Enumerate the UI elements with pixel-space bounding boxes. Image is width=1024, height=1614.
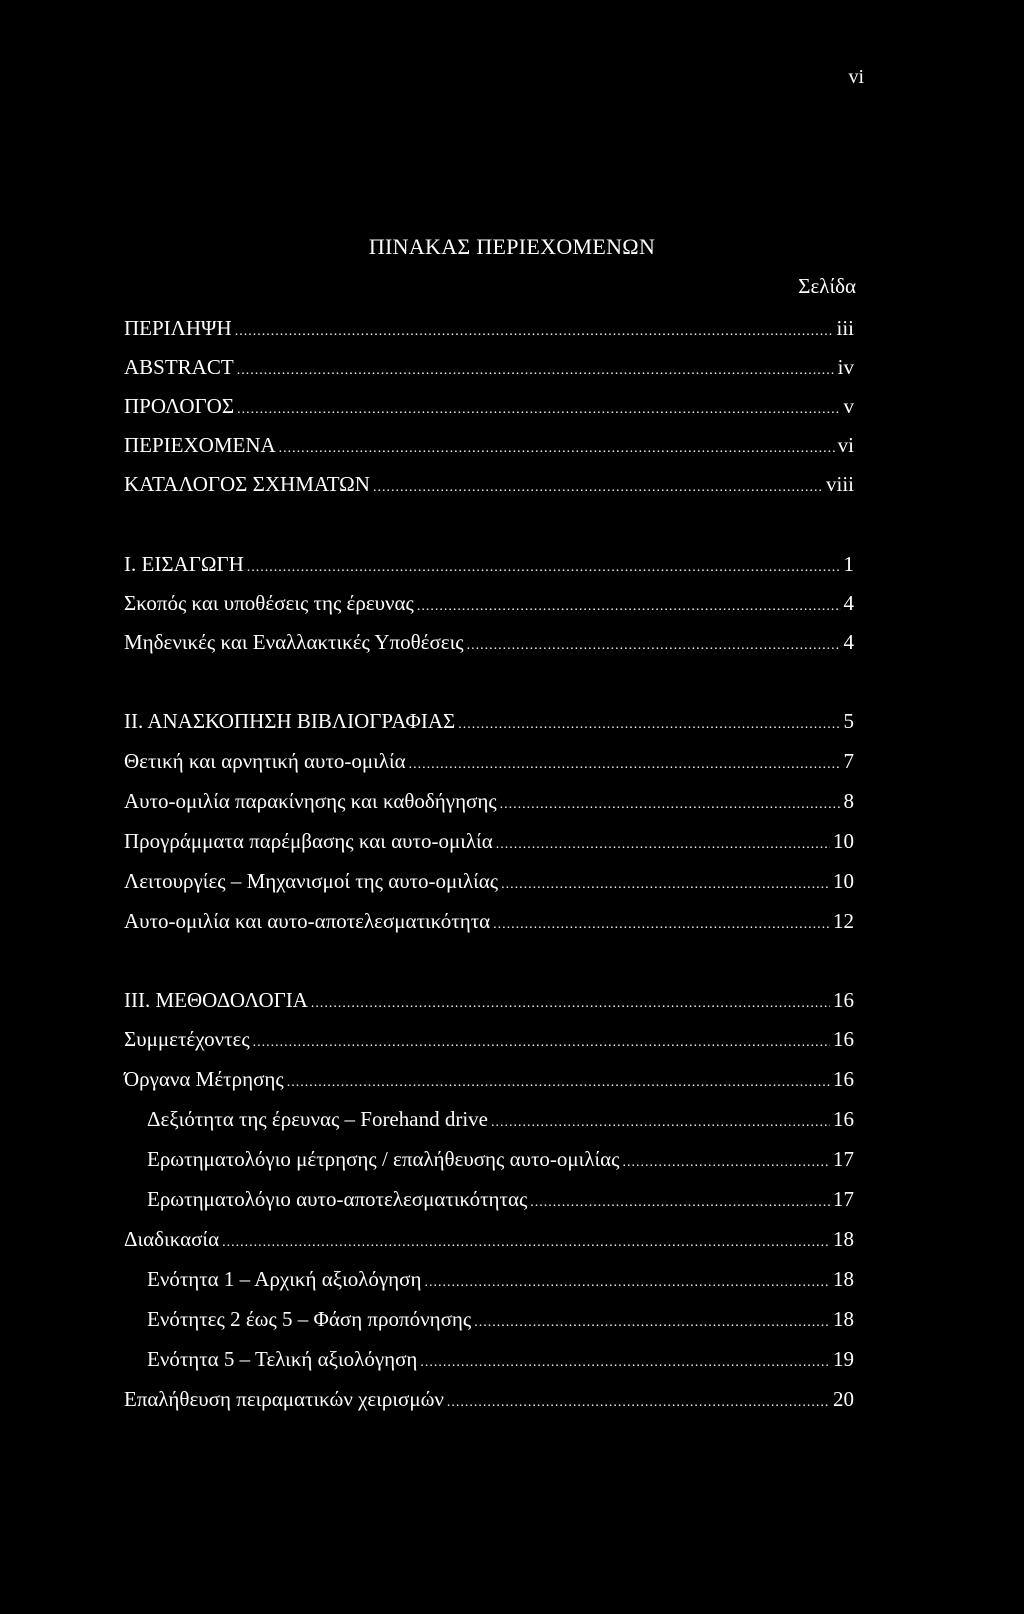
dot-leader xyxy=(493,910,830,940)
toc-entry[interactable] xyxy=(147,1344,854,1374)
toc-entry-page: 10 xyxy=(833,829,854,853)
toc-entry[interactable] xyxy=(124,746,854,776)
toc-entry-label: Διαδικασία xyxy=(124,1227,220,1251)
toc-entry[interactable] xyxy=(124,786,854,816)
toc-entry-page: 10 xyxy=(833,869,854,893)
dot-leader xyxy=(287,1068,830,1098)
toc-entry-page: iii xyxy=(836,316,854,340)
dot-leader xyxy=(373,473,823,503)
toc-entry-label: Ενότητα 1 – Αρχική αξιολόγηση xyxy=(147,1267,422,1291)
dot-leader xyxy=(474,1308,830,1338)
dot-leader xyxy=(311,989,830,1019)
toc-entry[interactable] xyxy=(124,1064,854,1094)
toc-entry-label: Συμμετέχοντες xyxy=(124,1027,250,1051)
toc-entry-label: Ερωτηματολόγιο μέτρησης / επαλήθευσης αυτο-ομιλίας xyxy=(147,1147,620,1171)
toc-entry-page: 8 xyxy=(843,789,854,813)
dot-leader xyxy=(279,434,835,464)
toc-entry-page: 5 xyxy=(843,709,854,733)
toc-entry[interactable] xyxy=(124,1024,854,1054)
toc-entry-label: Ενότητα 5 – Τελική αξιολόγηση xyxy=(147,1347,418,1371)
dot-leader xyxy=(467,631,841,661)
toc-entry[interactable] xyxy=(124,627,854,657)
toc-entry-label: Σκοπός και υποθέσεις της έρευνας xyxy=(124,591,414,615)
toc-entry[interactable] xyxy=(124,706,854,736)
toc-entry[interactable] xyxy=(124,588,854,618)
toc-entry[interactable] xyxy=(124,352,854,382)
toc-title: ΠΙΝΑΚΑΣ ΠΕΡΙΕΧΟΜΕΝΩΝ xyxy=(368,234,656,259)
toc-entry[interactable] xyxy=(147,1184,854,1214)
toc-entry[interactable] xyxy=(124,549,854,579)
toc-entry-page: 16 xyxy=(833,988,854,1012)
dot-leader xyxy=(447,1388,830,1418)
toc-entry-page: 20 xyxy=(833,1387,854,1411)
toc-entry-label: Αυτο-ομιλία παρακίνησης και καθοδήγησης xyxy=(124,789,497,813)
toc-entry-page: 16 xyxy=(833,1107,854,1131)
toc-entry-page: 1 xyxy=(843,552,854,576)
toc-entry-label: Ερωτηματολόγιο αυτο-αποτελεσματικότητας xyxy=(147,1187,528,1211)
toc-entry-label: ΙΙΙ. ΜΕΘΟΔΟΛΟΓΙΑ xyxy=(124,988,308,1012)
toc-entry-label: Μηδενικές και Εναλλακτικές Υποθέσεις xyxy=(124,630,464,654)
dot-leader xyxy=(222,1228,830,1258)
toc-entry-page: 4 xyxy=(843,630,854,654)
toc-entry-label: Ενότητες 2 έως 5 – Φάση προπόνησης xyxy=(147,1307,472,1331)
toc-entry-page: 12 xyxy=(833,909,854,933)
toc-entry[interactable] xyxy=(124,906,854,936)
toc-entry-label: Όργανα Μέτρησης xyxy=(124,1067,284,1091)
toc-entry-page: vi xyxy=(837,433,854,457)
toc-entry-page: 7 xyxy=(843,749,854,773)
dot-leader xyxy=(235,317,834,347)
toc-entry[interactable] xyxy=(147,1264,854,1294)
toc-entry-label: Επαλήθευση πειραματικών χειρισμών xyxy=(124,1387,444,1411)
toc-entry-label: ΙΙ. ΑΝΑΣΚΟΠΗΣΗ ΒΙΒΛΙΟΓΡΑΦΙΑΣ xyxy=(124,709,456,733)
toc-entry[interactable] xyxy=(147,1104,854,1134)
toc-entry-label: Προγράμματα παρέμβασης και αυτο-ομιλία xyxy=(124,829,493,853)
dot-leader xyxy=(420,1348,830,1378)
toc-entry-page: 16 xyxy=(833,1027,854,1051)
dot-leader xyxy=(237,356,835,386)
toc-entry[interactable] xyxy=(124,985,854,1015)
dot-leader xyxy=(409,750,841,780)
toc-entry-label: Λειτουργίες – Μηχανισμοί της αυτο-ομιλίας xyxy=(124,869,499,893)
toc-entry-page: 19 xyxy=(833,1347,854,1371)
toc-entry[interactable] xyxy=(147,1304,854,1334)
toc-entry[interactable] xyxy=(124,313,854,343)
dot-leader xyxy=(424,1268,830,1298)
toc-entry-page: 18 xyxy=(833,1267,854,1291)
dot-leader xyxy=(253,1028,830,1058)
toc-entry-label: Δεξιότητα της έρευνας – Forehand drive xyxy=(147,1107,488,1131)
dot-leader xyxy=(247,553,841,583)
toc-entry-page: 17 xyxy=(833,1187,854,1211)
toc-entry-page: 4 xyxy=(843,591,854,615)
toc-entry-label: Θετική και αρνητική αυτο-ομιλία xyxy=(124,749,406,773)
dot-leader xyxy=(458,710,840,740)
toc-entry[interactable] xyxy=(124,1224,854,1254)
dot-leader xyxy=(501,870,830,900)
toc-entry-page: 16 xyxy=(833,1067,854,1091)
toc-entry[interactable] xyxy=(124,1384,854,1414)
toc-entry-label: ABSTRACT xyxy=(124,355,234,379)
page-number: vi xyxy=(848,66,864,88)
toc-entry-label: Ι. ΕΙΣΑΓΩΓΗ xyxy=(124,552,244,576)
dot-leader xyxy=(237,395,840,425)
toc-entry-page: v xyxy=(843,394,854,418)
toc-entry[interactable] xyxy=(124,430,854,460)
toc-entry-page: 18 xyxy=(833,1307,854,1331)
toc-entry-page: 17 xyxy=(833,1147,854,1171)
toc-entry[interactable] xyxy=(124,469,854,499)
dot-leader xyxy=(491,1108,830,1138)
toc-entry-page: viii xyxy=(825,472,854,496)
toc-entry[interactable] xyxy=(124,826,854,856)
toc-entry-page: iv xyxy=(837,355,854,379)
toc-entry-label: ΠΡΟΛΟΓΟΣ xyxy=(124,394,235,418)
toc-entry[interactable] xyxy=(124,391,854,421)
dot-leader xyxy=(500,790,841,820)
page-column-label: Σελίδα xyxy=(798,274,856,298)
toc-entry-label: Αυτο-ομιλία και αυτο-αποτελεσματικότητα xyxy=(124,909,491,933)
dot-leader xyxy=(417,592,841,622)
toc-entry[interactable] xyxy=(147,1144,854,1174)
toc-entry-label: ΠΕΡΙΛΗΨΗ xyxy=(124,316,232,340)
dot-leader xyxy=(530,1188,830,1218)
toc-entry-label: ΚΑΤΑΛΟΓΟΣ ΣΧΗΜΑΤΩΝ xyxy=(124,472,370,496)
toc-entry[interactable] xyxy=(124,866,854,896)
dot-leader xyxy=(496,830,830,860)
dot-leader xyxy=(622,1148,830,1178)
toc-entry-label: ΠΕΡΙΕΧΟΜΕΝΑ xyxy=(124,433,276,457)
toc-entry-page: 18 xyxy=(833,1227,854,1251)
